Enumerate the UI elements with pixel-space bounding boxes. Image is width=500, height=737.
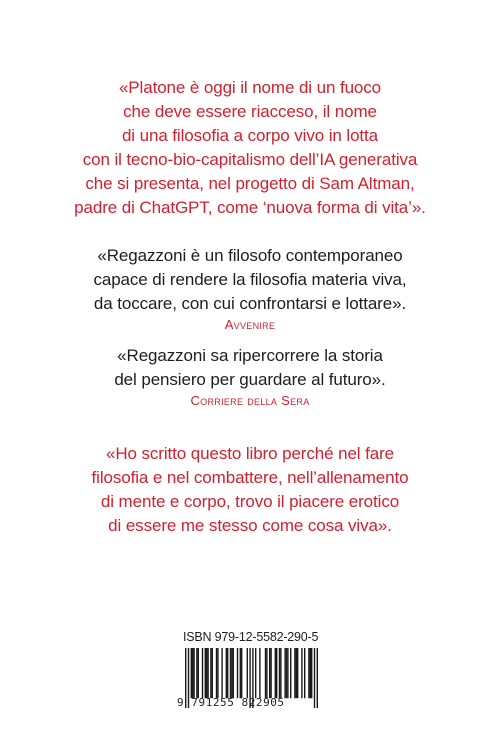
quote-line: di essere me stesso come cosa viva». bbox=[108, 516, 392, 535]
barcode-bar bbox=[265, 648, 266, 698]
barcode-bar bbox=[297, 648, 298, 698]
barcode-bar bbox=[206, 648, 207, 698]
quote-source: Avvenire bbox=[224, 317, 276, 332]
barcode-bar bbox=[230, 648, 231, 698]
quote-corriere bbox=[0, 344, 500, 409]
barcode-bar bbox=[210, 648, 211, 698]
barcode-bar bbox=[205, 648, 206, 698]
barcode-bar bbox=[280, 648, 281, 698]
barcode-bar bbox=[270, 648, 271, 698]
barcode-bar bbox=[266, 648, 267, 698]
barcode-digits: 9 791255 822905 bbox=[177, 696, 285, 709]
barcode-bar bbox=[221, 648, 222, 698]
barcode-bar bbox=[304, 648, 305, 698]
barcode-bar bbox=[259, 648, 260, 698]
barcode-bar bbox=[233, 648, 234, 698]
barcode-bar bbox=[217, 648, 218, 698]
barcode-bar bbox=[284, 648, 285, 698]
barcode-bar bbox=[207, 648, 208, 698]
barcode-bar bbox=[279, 648, 280, 698]
barcode-bar bbox=[255, 648, 256, 698]
barcode-bar bbox=[231, 648, 232, 698]
barcode-bar bbox=[275, 648, 276, 698]
quote-line: che si presenta, nel progetto di Sam Altman, bbox=[85, 174, 415, 193]
isbn-label: ISBN 979-12-5582-290-5 bbox=[183, 630, 319, 644]
barcode-bar bbox=[226, 648, 227, 698]
barcode-bar bbox=[310, 648, 311, 698]
barcode-bar bbox=[216, 648, 217, 698]
quote-line: padre di ChatGPT, come ‘nuova forma di vita’». bbox=[74, 198, 426, 217]
quote-line: «Regazzoni sa ripercorrere la storia bbox=[117, 346, 383, 365]
barcode-bar bbox=[227, 648, 228, 698]
quote-author bbox=[0, 442, 500, 538]
barcode-bar bbox=[198, 648, 199, 698]
quote-line: «Ho scritto questo libro perché nel fare bbox=[106, 444, 394, 463]
quote-line: filosofia e nel combattere, nell’allenamento bbox=[91, 468, 409, 487]
barcode-bar bbox=[241, 648, 242, 698]
quote-line: capace di rendere la filosofia materia viva, bbox=[93, 270, 407, 289]
barcode-bar bbox=[276, 648, 277, 698]
quote-platone bbox=[0, 76, 500, 220]
barcode-bar bbox=[269, 648, 270, 698]
barcode-bar bbox=[193, 648, 194, 698]
barcode-bar bbox=[311, 648, 312, 698]
barcode-bar bbox=[202, 648, 203, 698]
barcode-bar bbox=[191, 648, 192, 698]
quote-line: che deve essere riacceso, il nome bbox=[123, 102, 377, 121]
quote-line: di mente e corpo, trovo il piacere erotico bbox=[100, 492, 400, 511]
quote-source: Corriere della Sera bbox=[190, 393, 310, 408]
barcode-bar bbox=[294, 648, 295, 698]
quote-line: da toccare, con cui confrontarsi e lottare». bbox=[93, 294, 407, 313]
barcode-bar bbox=[192, 648, 193, 698]
quote-line: del pensiero per guardare al futuro». bbox=[114, 370, 386, 389]
barcode-bar bbox=[237, 648, 238, 698]
quote-line: «Platone è oggi il nome di un fuoco bbox=[118, 78, 382, 97]
quote-line: con il tecno-bio-capitalismo dell’IA generativa bbox=[82, 150, 418, 169]
barcode-bar bbox=[212, 648, 213, 698]
barcode-bar bbox=[301, 648, 302, 698]
barcode-bar bbox=[290, 648, 291, 698]
barcode-bar bbox=[196, 648, 197, 698]
quote-line: «Regazzoni è un filosofo contemporaneo bbox=[97, 246, 403, 265]
barcode-bar bbox=[308, 648, 309, 698]
barcode-bar bbox=[296, 648, 297, 698]
barcode-bar bbox=[287, 648, 288, 698]
barcode-bar bbox=[247, 648, 248, 698]
quote-line: di una filosofia a corpo vivo in lotta bbox=[121, 126, 379, 145]
quote-avvenire bbox=[0, 244, 500, 333]
barcode-bar bbox=[286, 648, 287, 698]
barcode-bar bbox=[240, 648, 241, 698]
